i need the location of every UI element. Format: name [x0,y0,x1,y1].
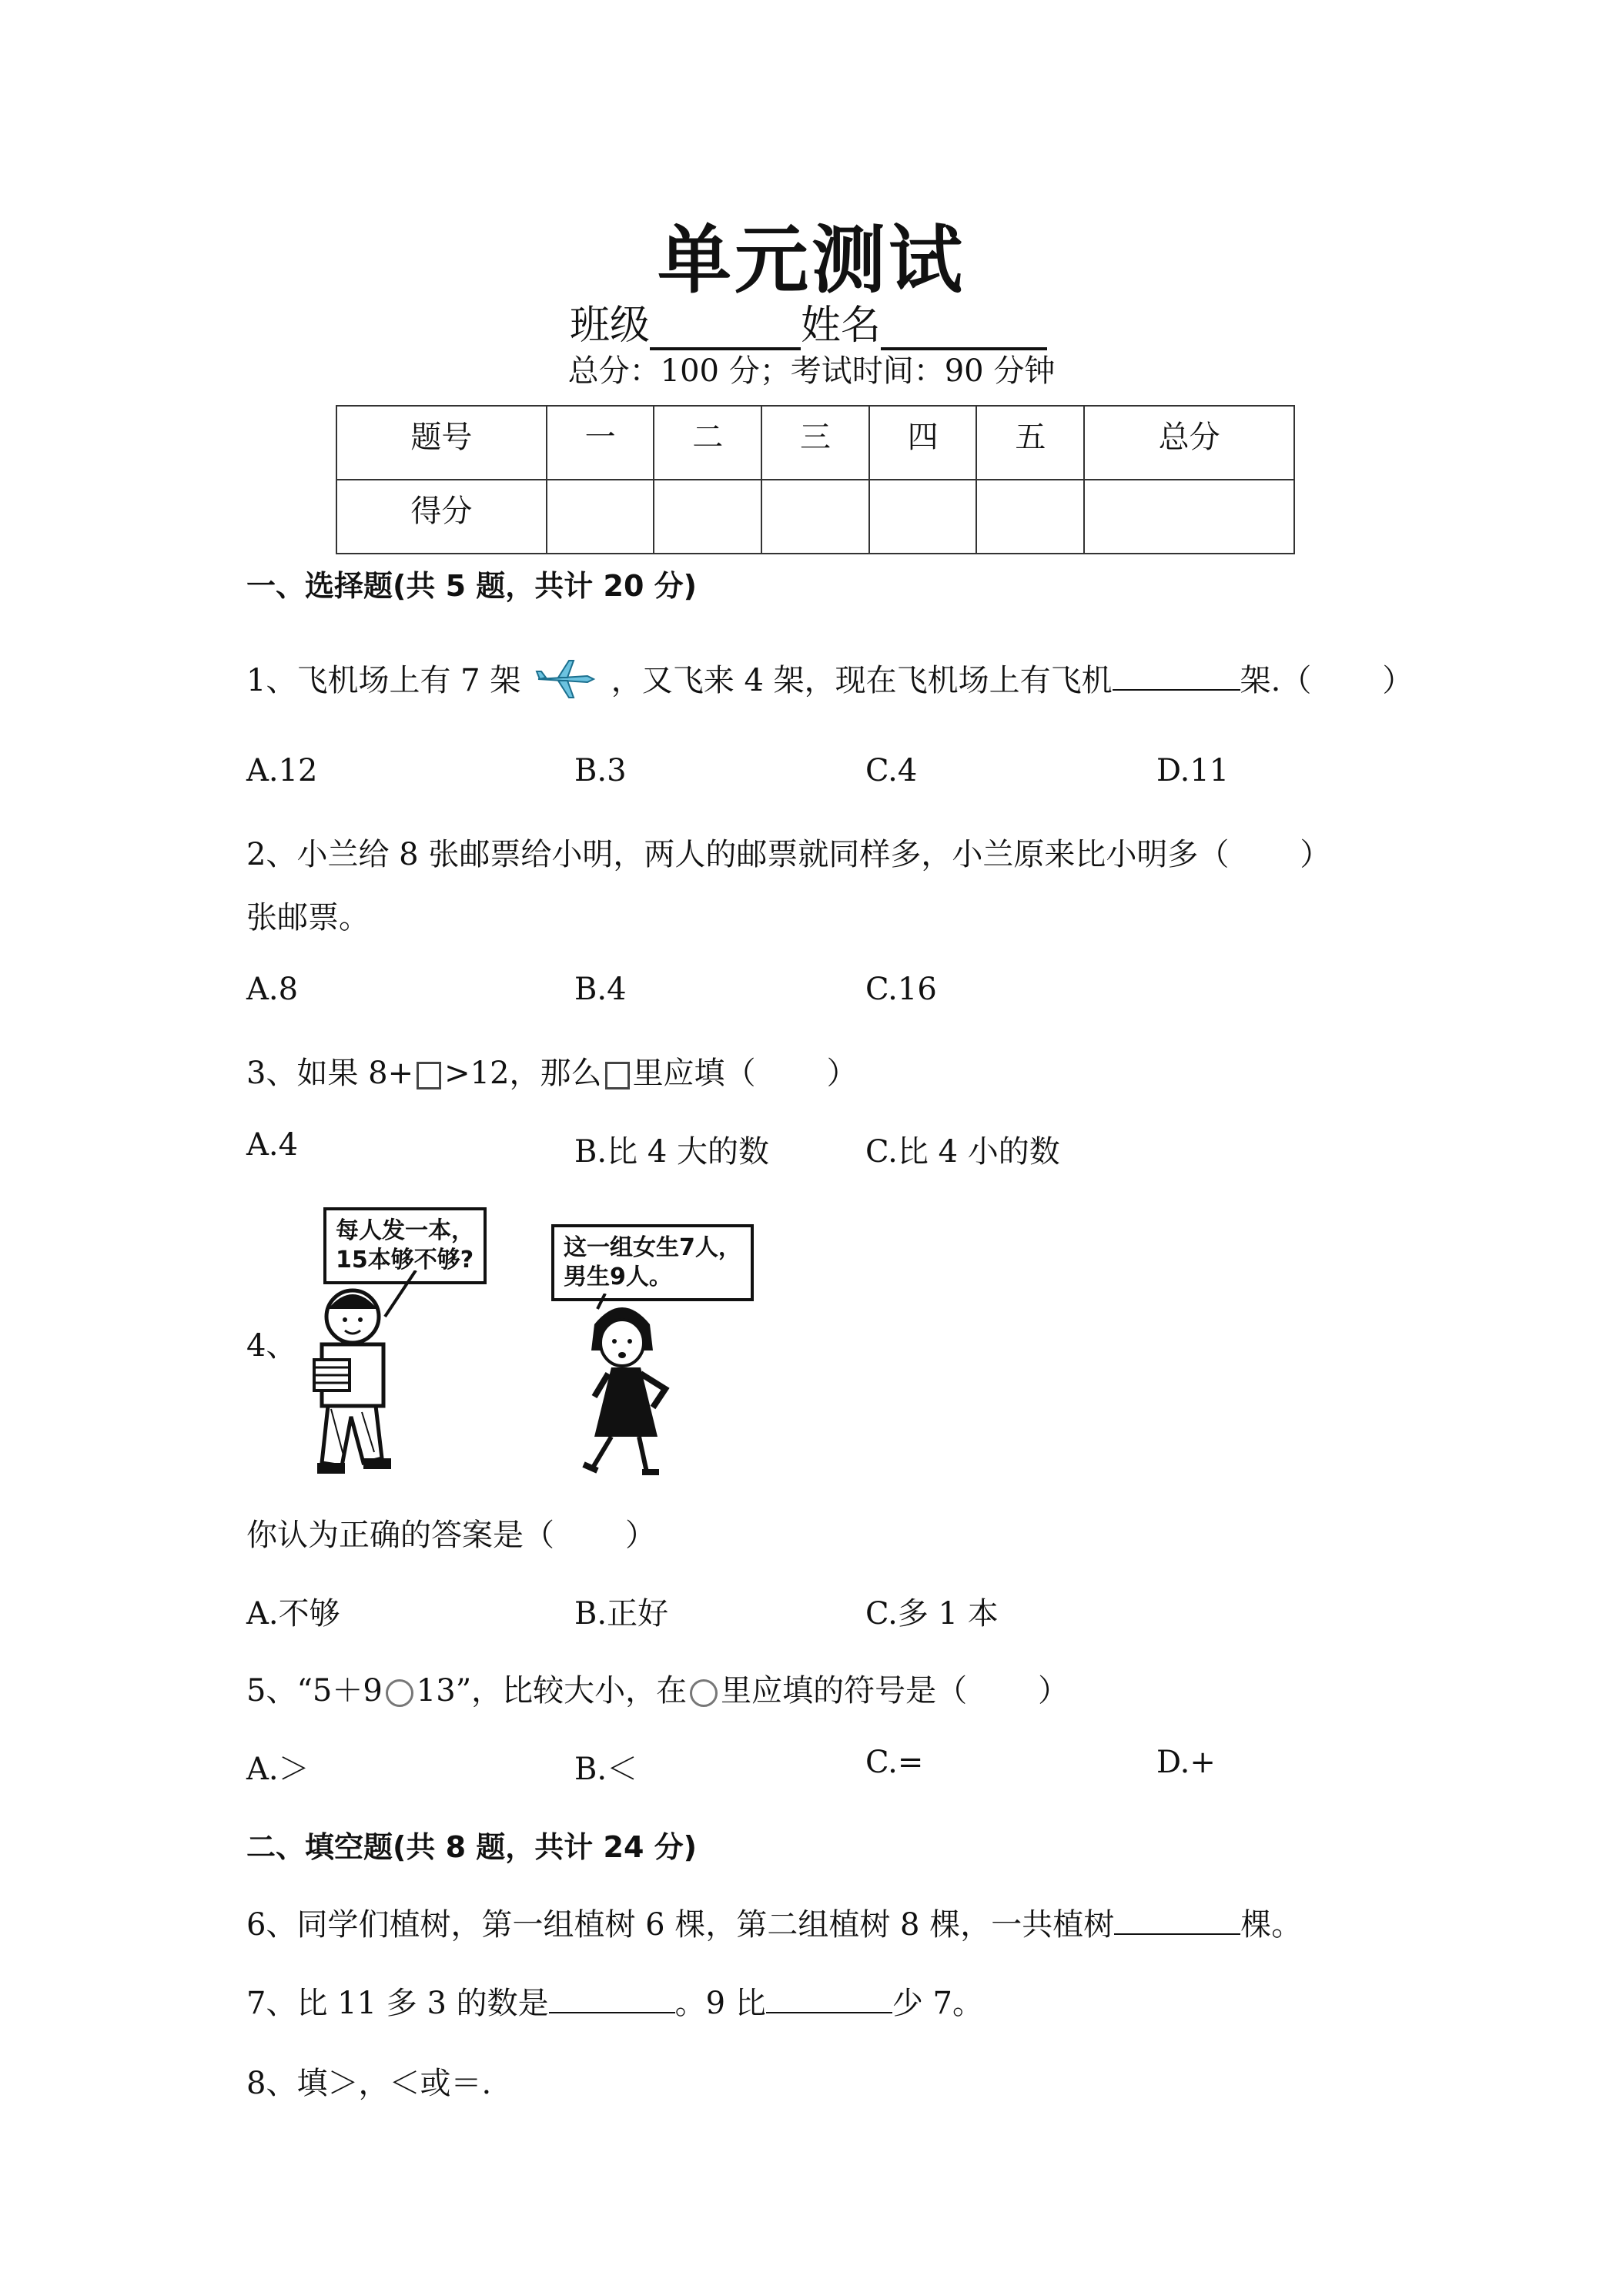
girl-illustration [567,1294,721,1489]
q4-option-b[interactable]: B.正好 [574,1596,669,1632]
student-info-line [570,293,1047,350]
score-cell-blank[interactable] [1084,480,1294,554]
q1-option-b[interactable]: B.3 [574,753,627,788]
name-blank[interactable] [881,304,1047,350]
exam-meta: 总分：100 分；考试时间：90 分钟 [567,353,1056,389]
bubble-line: 每人发一本， [336,1217,474,1244]
question-1-text-2: ，又飞来 4 架，现在飞机场上有飞机 [611,663,1113,698]
airplane-icon [535,656,597,710]
question-5 [246,1666,1069,1710]
bubble-line: 这一组女生7人， [564,1234,741,1261]
q2-option-c[interactable]: C.16 [865,972,937,1007]
q5-option-d[interactable]: D.+ [1156,1745,1216,1780]
question-6-end: 棵。 [1240,1907,1303,1943]
question-6-text: 6、同学们植树，第一组植树 6 棵，第二组植树 8 棵，一共植树 [246,1907,1115,1943]
question-7-text: 7、比 11 多 3 的数是 [246,1986,549,2021]
q5-option-a[interactable]: A.＞ [246,1752,310,1787]
name-label: 姓名 [801,303,882,349]
q5-option-c[interactable]: C.= [865,1745,924,1780]
q2-option-b[interactable]: B.4 [574,972,627,1007]
answer-blank[interactable] [549,1981,675,2013]
answer-blank[interactable] [766,1981,892,2013]
score-cell-blank[interactable] [547,480,654,554]
answer-blank[interactable] [1114,1903,1240,1935]
question-3-text: 3、如果 8+ [246,1056,414,1091]
question-3 [246,1049,858,1093]
score-table-cell: 三 [761,406,869,480]
q1-option-a[interactable]: A.12 [246,753,318,788]
question-3-text-3: 里应填（ [632,1056,756,1091]
score-cell-blank[interactable] [869,480,977,554]
q4-option-a[interactable]: A.不够 [246,1596,340,1632]
q1-option-c[interactable]: C.4 [865,753,918,788]
question-2-line-2: 张邮票。 [246,900,370,935]
score-table-cell: 总分 [1084,406,1294,480]
blank-box [605,1062,630,1089]
score-table-score-row [336,480,1294,554]
page-title: 单元测试 [658,217,965,303]
question-1-end: 架.（ [1240,663,1312,698]
question-4-number: 4、 [246,1328,297,1364]
question-4-text: 你认为正确的答案是（ [246,1518,554,1553]
question-5-text-2: 13”，比较大小，在 [416,1673,688,1709]
question-8: 8、填＞，＜或＝. [246,2066,492,2101]
score-table-cell: 得分 [336,480,547,554]
question-7-end: 少 7。 [892,1986,983,2021]
score-table-cell: 四 [869,406,977,480]
q3-option-b[interactable]: B.比 4 大的数 [574,1134,769,1170]
score-table-header-row [336,406,1294,480]
score-cell-blank[interactable] [976,480,1084,554]
q3-option-a[interactable]: A.4 [246,1127,299,1163]
bubble-line: 15本够不够? [336,1247,474,1274]
paren-close: ） [1300,837,1331,872]
score-cell-blank[interactable] [654,480,761,554]
question-5-text: 5、“5＋9 [246,1673,383,1709]
class-label: 班级 [570,303,651,349]
score-cell-blank[interactable] [761,480,869,554]
question-4 [246,1511,656,1555]
paren-close: ） [826,1056,858,1091]
blank-circle [386,1679,413,1707]
class-blank[interactable] [650,304,801,350]
speech-bubble-girl [551,1224,754,1301]
bubble-line: 男生9人。 [564,1263,672,1290]
paren-close: ） [1038,1673,1069,1709]
question-1 [246,656,1413,710]
question-3-text-2: >12，那么 [444,1056,602,1091]
blank-circle [690,1679,718,1707]
blank-box [417,1062,441,1089]
question-1-text: 1、飞机场上有 7 架 [246,663,521,698]
question-6 [246,1900,1302,1944]
section-heading-2: 二、填空题(共 8 题，共计 24 分) [246,1830,697,1864]
question-2 [246,830,1330,874]
boy-illustration [300,1270,485,1481]
score-table-cell: 二 [654,406,761,480]
paren-close: ） [625,1518,656,1553]
section-heading-1: 一、选择题(共 5 题，共计 20 分) [246,569,697,603]
score-table-cell: 题号 [336,406,547,480]
question-7-text-2: 。9 比 [674,1986,766,2021]
question-7 [246,1979,983,2023]
paren-close: ） [1382,663,1414,698]
q4-option-c[interactable]: C.多 1 本 [865,1596,999,1632]
q2-option-a[interactable]: A.8 [246,972,299,1007]
question-5-text-3: 里应填的符号是（ [721,1673,968,1709]
q5-option-b[interactable]: B.＜ [574,1752,638,1787]
answer-blank[interactable] [1113,658,1240,691]
question-2-text: 2、小兰给 8 张邮票给小明，两人的邮票就同样多，小兰原来比小明多（ [246,837,1230,872]
q1-option-d[interactable]: D.11 [1156,753,1230,788]
q3-option-c[interactable]: C.比 4 小的数 [865,1134,1060,1170]
score-table [336,405,1295,554]
score-table-cell: 一 [547,406,654,480]
score-table-cell: 五 [976,406,1084,480]
